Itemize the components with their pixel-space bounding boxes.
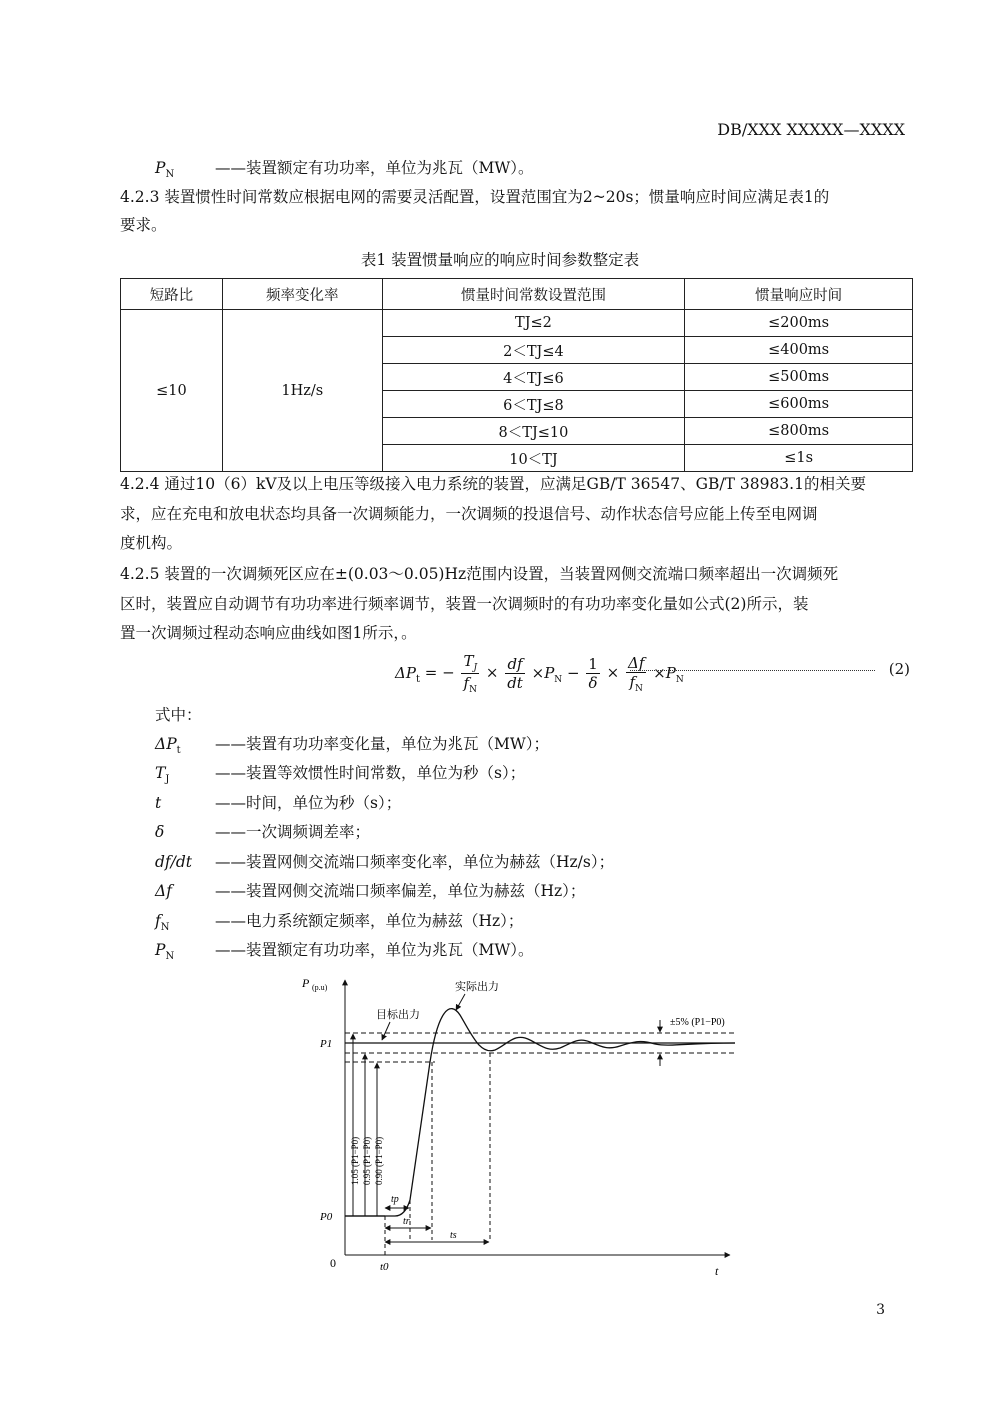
section-4-2-5-line-2: 区时，装置应自动调节有功功率进行频率调节，装置一次调频时的有功功率变化量如公式(2)所示，装 — [120, 595, 809, 613]
actual-output-label: 实际出力 — [455, 981, 499, 993]
definition-item: Δf ——装置网侧交流端口频率偏差，单位为赫兹（Hz）； — [155, 878, 945, 911]
cell-range: 2＜TJ≤4 — [382, 337, 685, 364]
header-response-time: 惯量响应时间 — [685, 279, 913, 310]
symbol: Δf — [155, 882, 172, 900]
cell-time: ≤800ms — [685, 418, 913, 445]
symbol: $T_J$ — [155, 764, 170, 786]
cell-range: 10＜TJ — [382, 445, 685, 472]
cell-time: ≤500ms — [685, 364, 913, 391]
definition-item: $f_N$ ——电力系统额定频率，单位为赫兹（Hz）； — [155, 908, 945, 941]
fraction-deltaf-fn: $\frac{\Delta f}{f_N}$ — [627, 653, 645, 694]
actual-arrow — [456, 994, 465, 1010]
y-axis-label: P — [302, 976, 310, 990]
section-4-2-4-line-2: 求，应在充电和放电状态均具备一次调频能力，一次调频的投退信号、动作状态信号应能上传至电网调 — [120, 505, 818, 523]
fraction-tj-fn: $\frac{T_J}{f_N}$ — [463, 652, 478, 695]
dim-labels — [350, 1137, 384, 1185]
symbol: $\Delta P_t$ — [155, 735, 181, 757]
section-4-2-3-line-1: 4.2.3 装置惯性时间常数应根据电网的需要灵活配置，设置范围宜为2~20s；惯量响应时间应满足表1的 — [120, 188, 830, 206]
cell-range: 8＜TJ≤10 — [382, 418, 685, 445]
formula-2: $\Delta P_t$ = − $\frac{T_J}{f_N}$ × $\frac{df}{dt}$ $\times P_N$ − $\frac{1}{\delta}$ × $\frac{\Delta f}{f_N}$ $\times P_N$ (2) — [395, 652, 910, 695]
table-caption: 表1 装置惯量响应的响应时间参数整定表 — [360, 251, 640, 269]
cell-range: TJ≤2 — [382, 310, 685, 337]
cell-range: 4＜TJ≤6 — [382, 364, 685, 391]
section-4-2-3-line-2: 要求。 — [120, 216, 167, 234]
section-4-2-5-line-1: 4.2.5 装置的一次调频死区应在±(0.03～0.05)Hz范围内设置，当装置网侧交流端口频率超出一次调频死 — [120, 565, 839, 583]
fraction-1-delta: $\frac{1}{\delta}$ — [588, 655, 598, 692]
section-4-2-5-line-3: 置一次调频过程动态响应曲线如图1所示，。 — [120, 624, 417, 642]
definition-item: δ ——一次调频调差率； — [155, 819, 945, 852]
label-105: 1.05 (P1−P0) — [350, 1136, 360, 1185]
table-header-row — [121, 279, 913, 310]
equation-number: (2) — [888, 660, 910, 678]
section-4-2-4-line-1: 4.2.4 通过10（6）kV及以上电压等级接入电力系统的装置，应满足GB/T 36547、GB/T 38983.1的相关要 — [120, 475, 866, 493]
ts-label: ts — [450, 1230, 457, 1241]
cell-time: ≤600ms — [685, 391, 913, 418]
symbol: $f_N$ — [155, 912, 170, 934]
cell-time: ≤1s — [685, 445, 913, 472]
leader-dots — [630, 666, 875, 671]
label-090: 0.90 (P1−P0) — [374, 1136, 384, 1185]
symbol: $P_N$ — [155, 941, 175, 963]
definition-item: $\Delta P_t$ ——装置有功功率变化量，单位为兆瓦（MW）； — [155, 731, 945, 764]
cell-time: ≤400ms — [685, 337, 913, 364]
where-label: 式中： — [155, 706, 202, 724]
response-curve — [345, 1009, 735, 1216]
target-arrow — [382, 1022, 390, 1040]
cell-range: 6＜TJ≤8 — [382, 391, 685, 418]
symbol: $P_N$ — [155, 159, 175, 181]
cell-time: ≤200ms — [685, 310, 913, 337]
origin-label: 0 — [330, 1256, 336, 1270]
definition-item: $P_N$ ——装置额定有功功率，单位为兆瓦（MW）。 — [155, 937, 945, 970]
symbol: t — [155, 794, 162, 812]
y-axis-unit: (p.u) — [312, 983, 328, 992]
symbol: δ — [155, 823, 165, 841]
response-curve-figure — [290, 970, 760, 1290]
label-095: 0.95 (P1−P0) — [362, 1136, 372, 1185]
definition-item: t ——时间，单位为秒（s）； — [155, 790, 945, 823]
table-row — [121, 310, 913, 337]
x-axis-label: t — [715, 1264, 719, 1278]
tp-label: tp — [391, 1194, 399, 1205]
section-4-2-4-line-3: 度机构。 — [120, 534, 183, 552]
symbol: df/dt — [155, 853, 193, 871]
definition-item: $T_J$ ——装置等效惯性时间常数，单位为秒（s）； — [155, 760, 945, 793]
p0-label: P0 — [320, 1211, 333, 1223]
document-code: DB/XXX XXXXX—XXXX — [717, 120, 905, 139]
header-inertia-range: 惯量时间常数设置范围 — [382, 279, 685, 310]
header-short-circuit-ratio: 短路比 — [121, 279, 223, 310]
target-output-label: 目标出力 — [376, 1009, 420, 1021]
definition-item: df/dt ——装置网侧交流端口频率变化率，单位为赫兹（Hz/s）； — [155, 849, 945, 882]
response-time-table — [120, 278, 913, 472]
definition-text: ——装置额定有功功率，单位为兆瓦（MW）。 — [215, 159, 534, 177]
t0-label: t0 — [380, 1261, 389, 1273]
cell-freq-rate: 1Hz/s — [222, 310, 382, 472]
p1-label: P1 — [320, 1038, 333, 1050]
fraction-df-dt: $\frac{df}{dt}$ — [507, 655, 523, 692]
page-number: 3 — [876, 1302, 885, 1318]
tr-label: tr — [403, 1216, 410, 1227]
header-freq-rate: 频率变化率 — [222, 279, 382, 310]
band-label: ±5% (P1−P0) — [670, 1017, 725, 1028]
cell-short-circuit-ratio: ≤10 — [121, 310, 223, 472]
